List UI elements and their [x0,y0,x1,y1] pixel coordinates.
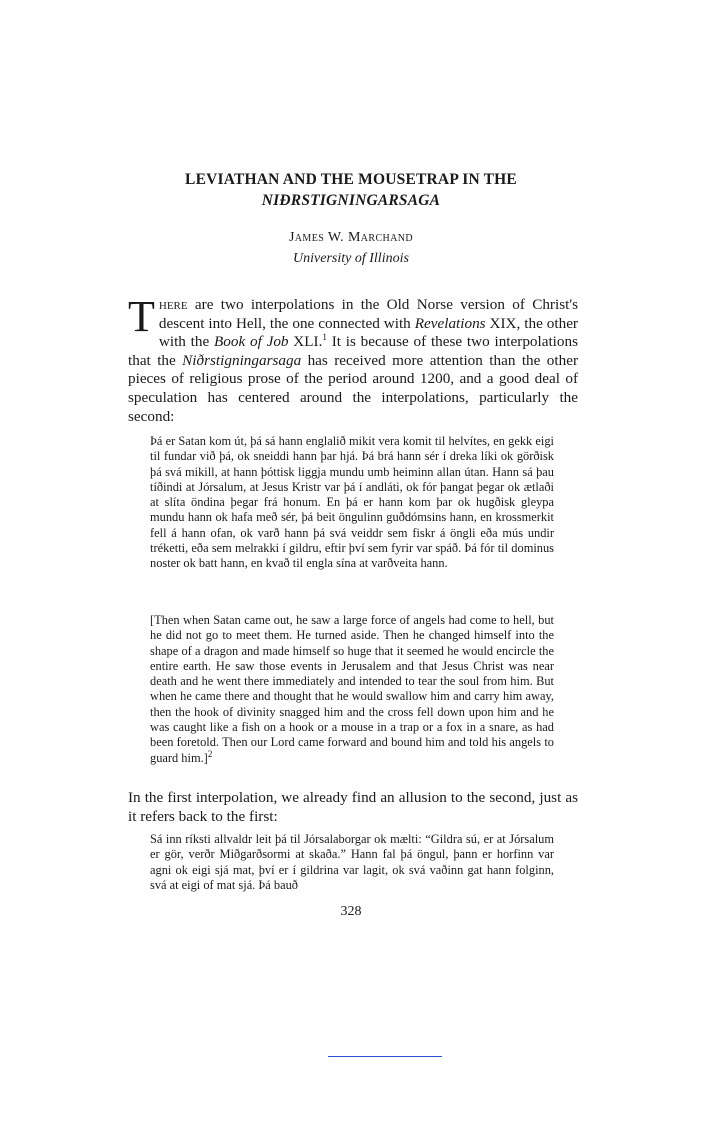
footer-rule [328,1056,442,1057]
translation-text: [Then when Satan came out, he saw a large force of angels had come to hell, but he did not go to meet them. He turned aside. Then he changed himself into the shape of a dragon and made himself so huge that it seemed he would encircle the entire earth. He saw those events in Jerusalem and that Jesus Christ was near death and he went there immediately and intended to tear the soul from him. But when he came there and thought that he would swallow him and carry him away, then the hook of divinity snagged him and the cross fell down upon him and he was caught like a fish on a hook or a mouse in a trap or a fox in a snare, as had been foretold. Then our Lord came forward and bound him and told his angels to guard him.] [150,613,554,765]
second-paragraph: In the first interpolation, we already find an allusion to the second, just as it refers back to the first: [128,789,578,825]
author-name: James W. Marchand [288,230,414,245]
lead-small-caps: here [158,296,188,313]
page-number: 328 [340,904,362,919]
intro-text-c: XLI. [288,333,323,351]
footnote-marker-2: 2 [207,748,213,759]
intro-text-d: It is because of these two interpolations that the [128,333,579,369]
intro-text-a: are two interpolations in the Old Norse version of Christ's descent into Hell, the one connected with [158,296,578,332]
footnote-marker-1: 1 [322,332,327,343]
author-affiliation: University of Illinois [293,251,409,266]
revelations-ref: Revelations [414,314,486,332]
translation-quotation [150,613,554,766]
saga-title-ref: Niðrstigningarsaga [182,351,302,369]
job-ref: Book of Job [214,333,289,351]
norse-quotation-2: Sá inn ríksti allvaldr leit þá til Jórsalaborgar ok mælti: “Gildra sú, er at Jórsalum er gör, verðr Miðgarðsormi at skaða.” Hann fal þá öngul, þann er horfinn var agni ok eigi sjá mat, því er í gildrina var lagit, ok svá vaðinn gat hann folginn, svá at eigi of mat sjá. Þá bauð [150,832,554,892]
intro-paragraph [128,292,579,426]
intro-text-b: XIX, the other with the [158,314,578,351]
norse-quotation-1: Þá er Satan kom út, þá sá hann englalið mikit vera komit til helvítes, en gekk eigi til fundar við þá, ok sneiddi hann þar hjá. Þá brá hann sér í dreka líki ok görðisk þá svá mikill, at hann þóttisk liggja mundu umb heiminn allan útan. Hann sá þau tíðindi at Jórsalum, at Jesus Kristr var þá í andláti, ok fór þangat þegar ok ætlaði at slíta öndina þegar frá honum. En þá er hann kom þar ok hugðisk gleypa mundu hann ok hafa með sér, þá beit öngulinn guðdómsins hann, en krossmerkit fell á hann ofan, ok varð hann þá svá veiddr sem fiskr á öngli eða mús undir tréketti, eða sem melrakki í gildru, eftir því sem fyrir var spáð. Þá fór til dominus noster ok batt hann, en kvað til engla sína at varðveita hann. [150,434,554,571]
article-title-line-1: LEVIATHAN AND THE MOUSETRAP IN THE [185,171,517,188]
intro-text-e: has received more attention than the other pieces of religious prose of the period around 1200, and a good deal of speculation has centered around the interpolations, particularly the second: [128,351,579,425]
article-title-line-2: NIÐRSTIGNINGARSAGA [261,192,441,209]
drop-cap: T [128,292,155,341]
